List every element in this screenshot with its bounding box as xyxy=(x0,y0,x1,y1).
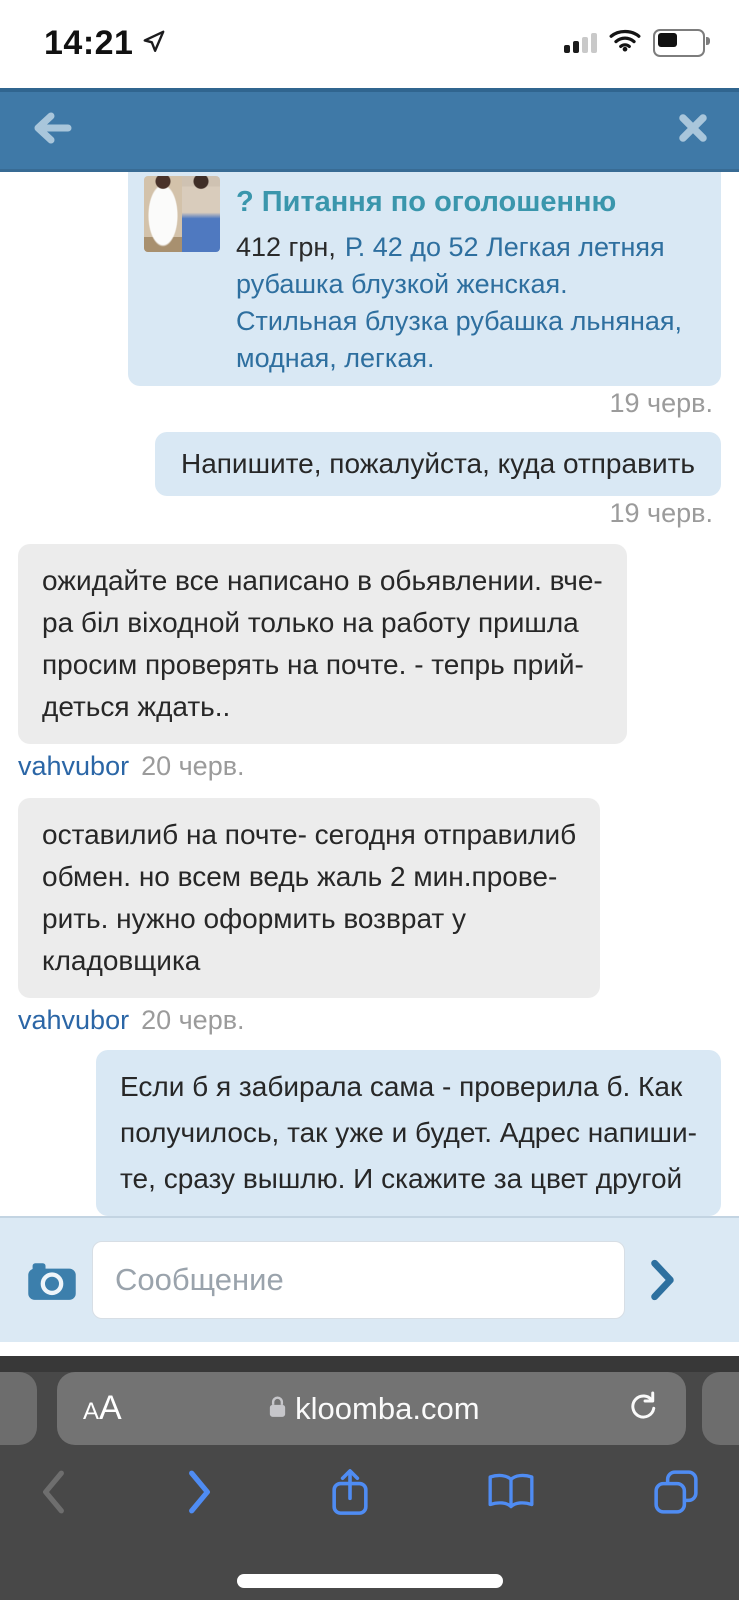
forward-nav-button[interactable] xyxy=(185,1469,213,1520)
tabs-icon[interactable] xyxy=(653,1469,699,1520)
timestamp: 19 черв. xyxy=(609,498,713,528)
lock-icon xyxy=(268,1391,287,1427)
message-input[interactable] xyxy=(92,1241,625,1319)
reload-button[interactable] xyxy=(626,1389,660,1428)
product-thumbnail[interactable] xyxy=(144,176,220,252)
outgoing-message: Если б я забирала сама - проверила б. Как получилось, так уже и будет. Адрес напиши- те, сразу вышлю. И скажите за цвет другой xyxy=(96,1050,721,1216)
status-icons xyxy=(564,28,705,57)
chat-header xyxy=(0,88,739,172)
navigation-toolbar xyxy=(0,1458,739,1530)
time-text: 14:21 xyxy=(44,24,134,62)
url-text: kloomba.com xyxy=(295,1390,480,1426)
camera-button[interactable] xyxy=(26,1260,78,1301)
close-button[interactable] xyxy=(677,112,709,149)
product-link[interactable]: 412 грн, Р. 42 до 52 Легкая летняя рубашка блузкой женская. Стильная блузка рубашка льняная, модная, легкая. xyxy=(236,232,682,373)
conversation xyxy=(0,172,739,1216)
status-bar xyxy=(0,0,739,88)
safari-toolbar xyxy=(0,1356,739,1600)
page-bottom-strip xyxy=(0,1342,739,1356)
battery-icon xyxy=(653,29,705,57)
product-price: 412 грн, xyxy=(236,232,336,262)
home-indicator[interactable] xyxy=(237,1574,503,1588)
bookmarks-icon[interactable] xyxy=(486,1472,536,1517)
next-tab-stub[interactable] xyxy=(702,1372,739,1445)
product-message-bubble xyxy=(128,172,721,386)
outgoing-message: Напишите, пожалуйста, куда отправить xyxy=(155,432,721,496)
product-link-line: Р. 42 до 52 Легкая летняя xyxy=(344,232,665,262)
incoming-message: оставилиб на почте- сегодня отправилиб обмен. но всем ведь жаль 2 мин.прове- рить. нужно оформить возврат у кладовщика xyxy=(18,798,600,998)
clock xyxy=(44,24,167,63)
product-question-title: ? Питання по оголошенню xyxy=(236,186,617,218)
message-meta xyxy=(18,750,739,782)
timestamp: 20 черв. xyxy=(141,1005,245,1035)
back-nav-button[interactable] xyxy=(40,1469,68,1520)
reader-button[interactable]: A A xyxy=(83,1389,122,1427)
url-row xyxy=(0,1372,739,1445)
incoming-message: ожидайте все написано в обьявлении. вче- ра біл віходной только на работу пришла просим проверять на почте. - тепрь прий- деться ждать.. xyxy=(18,544,627,744)
previous-tab-stub[interactable] xyxy=(0,1372,37,1445)
timestamp: 19 черв. xyxy=(609,388,713,418)
send-button[interactable] xyxy=(649,1258,677,1302)
signal-icon xyxy=(564,33,597,53)
url-display xyxy=(268,1391,479,1427)
location-arrow-icon xyxy=(141,24,167,63)
address-bar[interactable] xyxy=(57,1372,686,1445)
back-button[interactable] xyxy=(30,109,76,152)
share-icon[interactable] xyxy=(331,1467,369,1522)
author-link[interactable]: vahvubor xyxy=(18,1005,130,1035)
message-meta xyxy=(18,1004,739,1036)
wifi-icon xyxy=(609,28,641,57)
author-link[interactable]: vahvubor xyxy=(18,751,130,781)
message-composer xyxy=(0,1216,739,1342)
timestamp: 20 черв. xyxy=(141,751,245,781)
